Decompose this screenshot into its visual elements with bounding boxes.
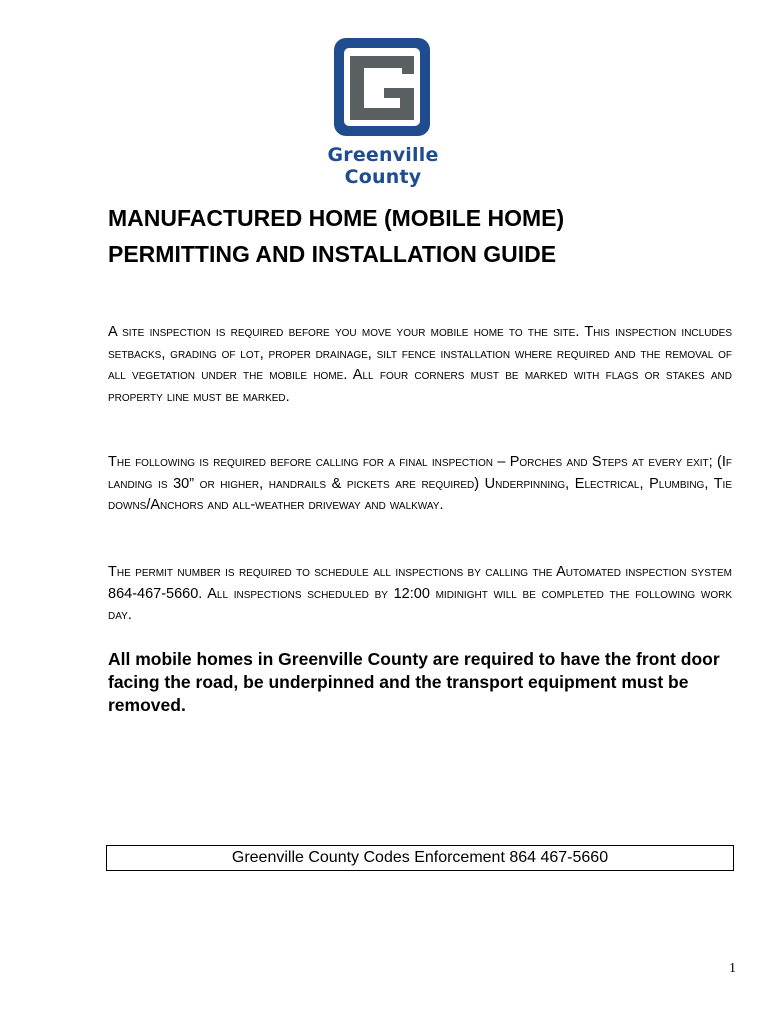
document-title [108, 200, 748, 272]
site-inspection-paragraph: A site inspection is required before you move your mobile home to the site. This inspection includes setbacks, grading of lot, proper drainage, silt fence installation where required and the removal of all vegetation under the mobile home. All four corners must be marked with flags or stakes and property line must be marked. [108, 324, 732, 405]
codes-enforcement-contact: Greenville County Codes Enforcement 864 467-5660 [231, 849, 609, 866]
requirements-notice: All mobile homes in Greenville County are required to have the front door facing the road, be underpinned and the transport equipment must be removed. [108, 649, 720, 715]
county-g-logo-icon [332, 36, 432, 140]
logo-wordmark-line2: County [344, 166, 422, 188]
greenville-county-logo [313, 36, 453, 188]
title-line-2: PERMITTING AND INSTALLATION GUIDE [108, 241, 557, 267]
codes-enforcement-contact-box [106, 845, 734, 871]
final-inspection-paragraph: The following is required before calling for a final inspection – Porches and Steps at every exit; (If landing is 30” or higher, handrails & pickets are required) Underpinning, Electrical, Plumbing, Tie downs/Anchors and all-weather driveway and walkway. [108, 454, 732, 513]
scheduling-paragraph: The permit number is required to schedule all inspections by calling the Automated inspection system 864-467-5660. All inspections scheduled by 12:00 midinight will be completed the following work day. [108, 564, 732, 623]
title-line-1: MANUFACTURED HOME (MOBILE HOME) [108, 205, 565, 231]
page-number: 1 [729, 961, 736, 976]
logo-wordmark-line1: Greenville [327, 144, 439, 166]
